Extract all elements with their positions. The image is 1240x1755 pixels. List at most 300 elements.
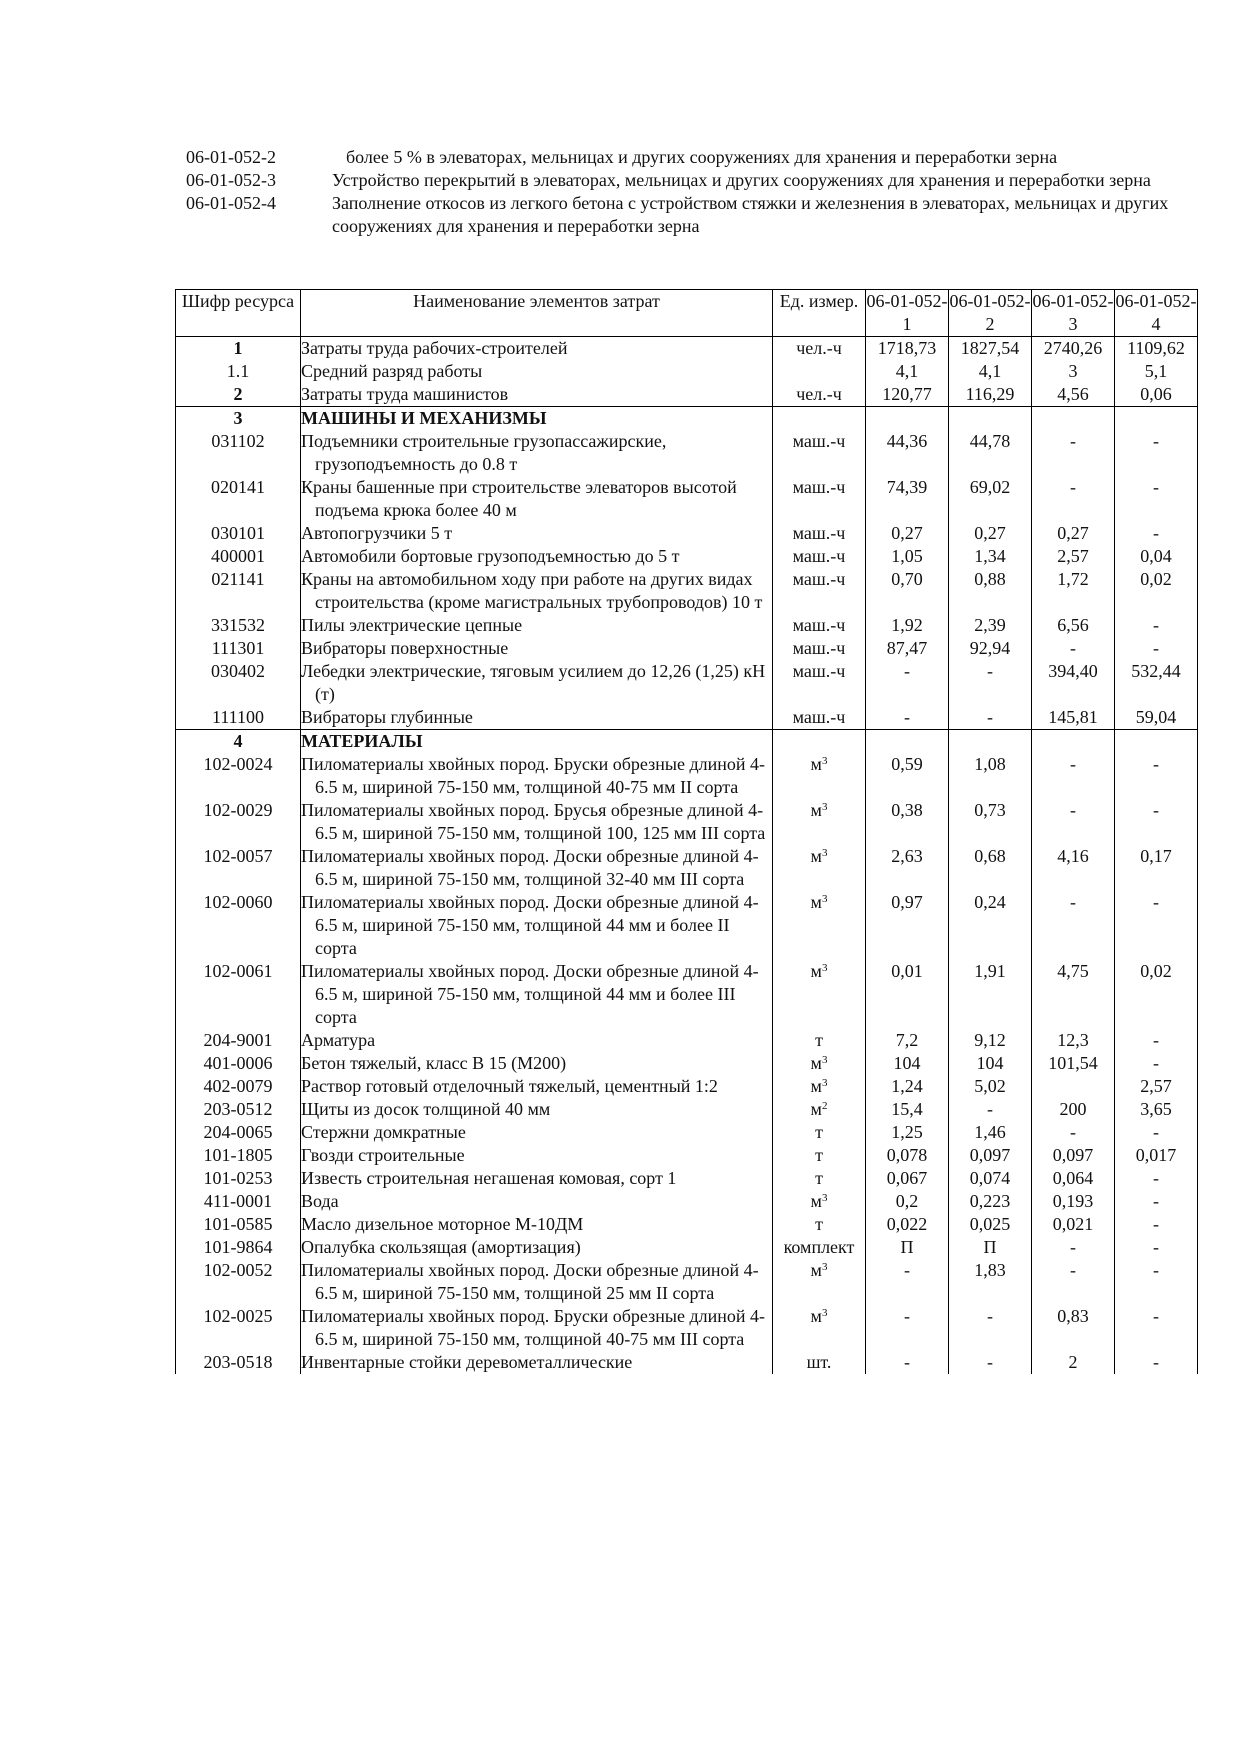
- value-052-2: 0,88: [949, 568, 1032, 614]
- col-header-052-4: 06-01-052-4: [1115, 290, 1198, 337]
- value-052-3: 101,54: [1032, 1052, 1115, 1075]
- col-header-name: Наименование элементов затрат: [301, 290, 773, 337]
- header-code: 06-01-052-4: [186, 193, 276, 213]
- value-052-1: 1,05: [866, 545, 949, 568]
- value-052-3: 4,56: [1032, 383, 1115, 407]
- value-052-1: -: [866, 1259, 949, 1305]
- value-052-1: [866, 730, 949, 754]
- resource-name: [301, 637, 773, 660]
- value-052-3: [1032, 407, 1115, 431]
- resource-code: 1: [176, 337, 301, 361]
- resource-name: [301, 730, 773, 754]
- table-row: [176, 1236, 1198, 1259]
- col-header-052-2: 06-01-052-2: [949, 290, 1032, 337]
- value-052-3: -: [1032, 799, 1115, 845]
- unit-of-measure: маш.-ч: [773, 614, 866, 637]
- resource-name: [301, 1259, 773, 1305]
- resource-code: 204-9001: [176, 1029, 301, 1052]
- value-052-4: -: [1115, 799, 1198, 845]
- value-052-4: -: [1115, 1213, 1198, 1236]
- value-052-1: 1,92: [866, 614, 949, 637]
- value-052-1: П: [866, 1236, 949, 1259]
- unit-of-measure: $м^3$: [773, 1075, 866, 1098]
- value-052-4: -: [1115, 753, 1198, 799]
- resource-name-text: МАШИНЫ И МЕХАНИЗМЫ: [301, 408, 547, 428]
- resource-name-text: Инвентарные стойки деревометаллические: [301, 1352, 633, 1372]
- value-052-1: 0,97: [866, 891, 949, 960]
- unit-of-measure: чел.-ч: [773, 383, 866, 407]
- value-052-1: -: [866, 660, 949, 706]
- resource-code: 1.1: [176, 360, 301, 383]
- resource-name: [301, 891, 773, 960]
- unit-of-measure: т: [773, 1213, 866, 1236]
- unit-of-measure: т: [773, 1121, 866, 1144]
- unit-of-measure: $м^3$: [773, 799, 866, 845]
- table-row: [176, 407, 1198, 431]
- resource-name-text: Вибраторы поверхностные: [301, 638, 509, 658]
- resource-name: [301, 1121, 773, 1144]
- value-052-4: 0,04: [1115, 545, 1198, 568]
- value-052-2: 4,1: [949, 360, 1032, 383]
- unit-of-measure: маш.-ч: [773, 522, 866, 545]
- value-052-4: 2,57: [1115, 1075, 1198, 1098]
- resource-code: 411-0001: [176, 1190, 301, 1213]
- value-052-1: 0,078: [866, 1144, 949, 1167]
- value-052-4: 3,65: [1115, 1098, 1198, 1121]
- unit-of-measure: [773, 360, 866, 383]
- value-052-3: 4,16: [1032, 845, 1115, 891]
- value-052-3: -: [1032, 1121, 1115, 1144]
- header-code: 06-01-052-2: [186, 147, 276, 167]
- unit-of-measure: $м^3$: [773, 1190, 866, 1213]
- value-052-2: -: [949, 1351, 1032, 1374]
- resource-name: [301, 1029, 773, 1052]
- value-052-1: 44,36: [866, 430, 949, 476]
- resource-code: 402-0079: [176, 1075, 301, 1098]
- value-052-3: [1032, 730, 1115, 754]
- resource-name-text: Пиломатериалы хвойных пород. Доски обрезные длиной 4-6.5 м, шириной 75-150 мм, толщиной 32-40 мм III сорта: [301, 846, 759, 889]
- resource-name-text: Пиломатериалы хвойных пород. Доски обрезные длиной 4-6.5 м, шириной 75-150 мм, толщиной 44 мм и более III сорта: [301, 961, 759, 1027]
- table-row: [176, 1121, 1198, 1144]
- resource-name: [301, 383, 773, 407]
- value-052-1: 1,25: [866, 1121, 949, 1144]
- value-052-3: 0,193: [1032, 1190, 1115, 1213]
- value-052-4: -: [1115, 1259, 1198, 1305]
- table-row: [176, 1144, 1198, 1167]
- value-052-3: -: [1032, 637, 1115, 660]
- unit-of-measure: чел.-ч: [773, 337, 866, 361]
- resource-name-text: Краны башенные при строительстве элеваторов высотой подъема крюка более 40 м: [301, 477, 737, 520]
- table-row: [176, 706, 1198, 730]
- resource-code: 111301: [176, 637, 301, 660]
- resource-name-text: Пиломатериалы хвойных пород. Доски обрезные длиной 4-6.5 м, шириной 75-150 мм, толщиной 25 мм II сорта: [301, 1260, 759, 1303]
- resource-code: 030402: [176, 660, 301, 706]
- col-header-code: Шифр ресурса: [176, 290, 301, 337]
- resource-name-text: Автомобили бортовые грузоподъемностью до 5 т: [301, 546, 680, 566]
- value-052-4: 0,17: [1115, 845, 1198, 891]
- resource-name: [301, 1351, 773, 1374]
- col-header-052-3: 06-01-052-3: [1032, 290, 1115, 337]
- unit-of-measure: $м^3$: [773, 1052, 866, 1075]
- value-052-1: 104: [866, 1052, 949, 1075]
- resource-name-text: Средний разряд работы: [301, 361, 483, 381]
- value-052-2: 1,83: [949, 1259, 1032, 1305]
- resource-name-text: Раствор готовый отделочный тяжелый, цементный 1:2: [301, 1076, 718, 1096]
- value-052-3: 0,83: [1032, 1305, 1115, 1351]
- table-row: [176, 1351, 1198, 1374]
- table-row: [176, 730, 1198, 754]
- value-052-2: -: [949, 1305, 1032, 1351]
- resource-code: 204-0065: [176, 1121, 301, 1144]
- unit-of-measure: $м^3$: [773, 753, 866, 799]
- value-052-4: 532,44: [1115, 660, 1198, 706]
- value-052-4: -: [1115, 637, 1198, 660]
- value-052-1: 4,1: [866, 360, 949, 383]
- resource-name: [301, 799, 773, 845]
- unit-of-measure: маш.-ч: [773, 476, 866, 522]
- resource-name: [301, 1167, 773, 1190]
- value-052-2: 1827,54: [949, 337, 1032, 361]
- value-052-2: 0,73: [949, 799, 1032, 845]
- resource-name: [301, 706, 773, 730]
- resource-code: 2: [176, 383, 301, 407]
- unit-of-measure: $м^3$: [773, 1305, 866, 1351]
- value-052-3: -: [1032, 1259, 1115, 1305]
- resource-name-text: Пиломатериалы хвойных пород. Доски обрезные длиной 4-6.5 м, шириной 75-150 мм, толщиной 44 мм и более II сорта: [301, 892, 759, 958]
- table-row: [176, 522, 1198, 545]
- value-052-2: 1,46: [949, 1121, 1032, 1144]
- header-text: Заполнение откосов из легкого бетона с устройством стяжки и железнения в элеваторах, мельницах и других сооружениях для хранения и переработки зерна: [332, 193, 1169, 236]
- table-row: [176, 1305, 1198, 1351]
- value-052-2: 92,94: [949, 637, 1032, 660]
- value-052-1: 0,38: [866, 799, 949, 845]
- resource-name-text: Затраты труда машинистов: [301, 384, 509, 404]
- resource-name: [301, 476, 773, 522]
- value-052-2: -: [949, 1098, 1032, 1121]
- value-052-3: -: [1032, 430, 1115, 476]
- resource-code: 102-0061: [176, 960, 301, 1029]
- table-row: [176, 383, 1198, 407]
- value-052-3: -: [1032, 891, 1115, 960]
- value-052-4: -: [1115, 430, 1198, 476]
- unit-of-measure: маш.-ч: [773, 430, 866, 476]
- unit-of-measure: шт.: [773, 1351, 866, 1374]
- value-052-2: 1,91: [949, 960, 1032, 1029]
- table-row: [176, 960, 1198, 1029]
- value-052-3: 145,81: [1032, 706, 1115, 730]
- value-052-2: 0,24: [949, 891, 1032, 960]
- resource-name-text: Вода: [301, 1191, 339, 1211]
- unit-of-measure: маш.-ч: [773, 545, 866, 568]
- value-052-2: 0,074: [949, 1167, 1032, 1190]
- resource-name-text: Щиты из досок толщиной 40 мм: [301, 1099, 551, 1119]
- resource-name: [301, 1190, 773, 1213]
- value-052-4: -: [1115, 1121, 1198, 1144]
- value-052-3: 2: [1032, 1351, 1115, 1374]
- unit-of-measure: комплект: [773, 1236, 866, 1259]
- col-header-052-1: 06-01-052-1: [866, 290, 949, 337]
- resource-name-text: Стержни домкратные: [301, 1122, 466, 1142]
- resource-name-text: Лебедки электрические, тяговым усилием до 12,26 (1,25) кН (т): [301, 661, 766, 704]
- resource-name-text: Краны на автомобильном ходу при работе на других видах строительства (кроме магистральных трубопроводов) 10 т: [301, 569, 763, 612]
- value-052-4: [1115, 407, 1198, 431]
- resource-code: 111100: [176, 706, 301, 730]
- table-row: [176, 637, 1198, 660]
- value-052-3: 12,3: [1032, 1029, 1115, 1052]
- value-052-4: -: [1115, 1190, 1198, 1213]
- value-052-4: 5,1: [1115, 360, 1198, 383]
- value-052-4: -: [1115, 1351, 1198, 1374]
- value-052-3: 6,56: [1032, 614, 1115, 637]
- resource-name-text: Вибраторы глубинные: [301, 707, 473, 727]
- table-row: [176, 753, 1198, 799]
- table-row: [176, 1052, 1198, 1075]
- value-052-2: -: [949, 706, 1032, 730]
- unit-of-measure: $м^3$: [773, 960, 866, 1029]
- value-052-1: 2,63: [866, 845, 949, 891]
- resource-name: [301, 960, 773, 1029]
- resource-code: 102-0029: [176, 799, 301, 845]
- resource-name: [301, 568, 773, 614]
- resource-code: 021141: [176, 568, 301, 614]
- header-line: [186, 192, 1186, 238]
- resource-name: [301, 845, 773, 891]
- table-row: [176, 360, 1198, 383]
- table-row: [176, 430, 1198, 476]
- resource-name: [301, 614, 773, 637]
- value-052-4: -: [1115, 1052, 1198, 1075]
- value-052-3: 1,72: [1032, 568, 1115, 614]
- resource-code: 101-0253: [176, 1167, 301, 1190]
- unit-of-measure: $м^3$: [773, 891, 866, 960]
- value-052-3: 4,75: [1032, 960, 1115, 1029]
- table-row: [176, 1259, 1198, 1305]
- value-052-4: [1115, 730, 1198, 754]
- value-052-2: 0,27: [949, 522, 1032, 545]
- resource-name-text: Подъемники строительные грузопассажирские, грузоподъемность до 0.8 т: [301, 431, 667, 474]
- resource-code: 031102: [176, 430, 301, 476]
- unit-of-measure: $м^3$: [773, 1259, 866, 1305]
- table-row: [176, 799, 1198, 845]
- value-052-4: -: [1115, 1167, 1198, 1190]
- value-052-4: 0,06: [1115, 383, 1198, 407]
- header-text: Устройство перекрытий в элеваторах, мельницах и других сооружениях для хранения и переработки зерна: [332, 170, 1151, 190]
- resource-name-text: МАТЕРИАЛЫ: [301, 731, 423, 751]
- value-052-4: -: [1115, 1029, 1198, 1052]
- value-052-4: 59,04: [1115, 706, 1198, 730]
- value-052-3: 0,064: [1032, 1167, 1115, 1190]
- value-052-1: 0,2: [866, 1190, 949, 1213]
- header-code: 06-01-052-3: [186, 170, 276, 190]
- resource-code: 030101: [176, 522, 301, 545]
- resource-name: [301, 1052, 773, 1075]
- value-052-4: 0,02: [1115, 960, 1198, 1029]
- value-052-2: 5,02: [949, 1075, 1032, 1098]
- resource-code: 101-1805: [176, 1144, 301, 1167]
- value-052-3: 200: [1032, 1098, 1115, 1121]
- resource-code: 102-0024: [176, 753, 301, 799]
- resource-code: 102-0060: [176, 891, 301, 960]
- resource-name-text: Автопогрузчики 5 т: [301, 523, 453, 543]
- value-052-1: 74,39: [866, 476, 949, 522]
- table-row: [176, 337, 1198, 361]
- value-052-3: 2740,26: [1032, 337, 1115, 361]
- table-row: [176, 660, 1198, 706]
- table-row: [176, 845, 1198, 891]
- value-052-2: [949, 407, 1032, 431]
- value-052-2: 0,097: [949, 1144, 1032, 1167]
- value-052-1: -: [866, 706, 949, 730]
- value-052-3: 2,57: [1032, 545, 1115, 568]
- value-052-4: -: [1115, 1236, 1198, 1259]
- value-052-2: 104: [949, 1052, 1032, 1075]
- value-052-1: 0,59: [866, 753, 949, 799]
- resource-name-text: Бетон тяжелый, класс В 15 (М200): [301, 1053, 567, 1073]
- resource-name-text: Арматура: [301, 1030, 376, 1050]
- unit-of-measure: маш.-ч: [773, 660, 866, 706]
- value-052-3: -: [1032, 753, 1115, 799]
- resource-name: [301, 337, 773, 361]
- resource-name-text: Пилы электрические цепные: [301, 615, 523, 635]
- resource-code: 102-0052: [176, 1259, 301, 1305]
- value-052-2: 69,02: [949, 476, 1032, 522]
- table-row: [176, 1075, 1198, 1098]
- value-052-4: -: [1115, 522, 1198, 545]
- resource-name: [301, 407, 773, 431]
- value-052-2: П: [949, 1236, 1032, 1259]
- col-header-unit: Ед. измер.: [773, 290, 866, 337]
- resource-name: [301, 753, 773, 799]
- value-052-1: 0,01: [866, 960, 949, 1029]
- unit-of-measure: т: [773, 1029, 866, 1052]
- value-052-2: 9,12: [949, 1029, 1032, 1052]
- section-header: [186, 146, 1186, 238]
- resource-code: 401-0006: [176, 1052, 301, 1075]
- value-052-4: -: [1115, 614, 1198, 637]
- value-052-4: -: [1115, 891, 1198, 960]
- value-052-2: 116,29: [949, 383, 1032, 407]
- resource-name-text: Затраты труда рабочих-строителей: [301, 338, 568, 358]
- resource-code: 101-0585: [176, 1213, 301, 1236]
- value-052-1: 0,067: [866, 1167, 949, 1190]
- value-052-4: 0,017: [1115, 1144, 1198, 1167]
- value-052-1: 87,47: [866, 637, 949, 660]
- resource-name: [301, 1075, 773, 1098]
- unit-of-measure: маш.-ч: [773, 568, 866, 614]
- value-052-2: 1,34: [949, 545, 1032, 568]
- value-052-3: [1032, 1075, 1115, 1098]
- resource-name: [301, 522, 773, 545]
- table-row: [176, 1213, 1198, 1236]
- table-row: [176, 1098, 1198, 1121]
- value-052-2: [949, 730, 1032, 754]
- table-row: [176, 568, 1198, 614]
- value-052-1: [866, 407, 949, 431]
- value-052-2: 1,08: [949, 753, 1032, 799]
- value-052-1: 1,24: [866, 1075, 949, 1098]
- unit-of-measure: т: [773, 1167, 866, 1190]
- value-052-2: 0,025: [949, 1213, 1032, 1236]
- header-text: более 5 % в элеваторах, мельницах и других сооружениях для хранения и переработки зерна: [346, 147, 1058, 167]
- resource-name: [301, 430, 773, 476]
- value-052-3: 0,27: [1032, 522, 1115, 545]
- value-052-2: 0,223: [949, 1190, 1032, 1213]
- table-row: [176, 1190, 1198, 1213]
- table-row: [176, 1029, 1198, 1052]
- table-row: [176, 1167, 1198, 1190]
- value-052-1: 120,77: [866, 383, 949, 407]
- resource-name: [301, 360, 773, 383]
- value-052-3: -: [1032, 1236, 1115, 1259]
- unit-of-measure: $м^3$: [773, 845, 866, 891]
- resource-name: [301, 1144, 773, 1167]
- resource-table: [175, 289, 1198, 1374]
- resource-name-text: Пиломатериалы хвойных пород. Бруски обрезные длиной 4-6.5 м, шириной 75-150 мм, толщиной 40-75 мм II сорта: [301, 754, 765, 797]
- value-052-3: 394,40: [1032, 660, 1115, 706]
- resource-code: 400001: [176, 545, 301, 568]
- resource-name-text: Пиломатериалы хвойных пород. Брусья обрезные длиной 4-6.5 м, шириной 75-150 мм, толщиной 100, 125 мм III сорта: [301, 800, 766, 843]
- resource-name: [301, 1098, 773, 1121]
- table-row: [176, 614, 1198, 637]
- resource-name: [301, 1236, 773, 1259]
- resource-name-text: Пиломатериалы хвойных пород. Бруски обрезные длиной 4-6.5 м, шириной 75-150 мм, толщиной 40-75 мм III сорта: [301, 1306, 765, 1349]
- unit-of-measure: [773, 407, 866, 431]
- value-052-2: 44,78: [949, 430, 1032, 476]
- value-052-4: -: [1115, 1305, 1198, 1351]
- resource-code: 101-9864: [176, 1236, 301, 1259]
- resource-name-text: Масло дизельное моторное М-10ДМ: [301, 1214, 584, 1234]
- resource-code: 203-0512: [176, 1098, 301, 1121]
- unit-of-measure: маш.-ч: [773, 637, 866, 660]
- resource-name-text: Известь строительная негашеная комовая, сорт 1: [301, 1168, 677, 1188]
- value-052-2: 2,39: [949, 614, 1032, 637]
- value-052-1: 0,022: [866, 1213, 949, 1236]
- resource-name-text: Опалубка скользящая (амортизация): [301, 1237, 581, 1257]
- table-row: [176, 891, 1198, 960]
- unit-of-measure: маш.-ч: [773, 706, 866, 730]
- value-052-3: 0,021: [1032, 1213, 1115, 1236]
- value-052-4: -: [1115, 476, 1198, 522]
- resource-code: 020141: [176, 476, 301, 522]
- value-052-1: 1718,73: [866, 337, 949, 361]
- resource-code: 102-0025: [176, 1305, 301, 1351]
- table-row: [176, 476, 1198, 522]
- table-header-row: [176, 290, 1198, 337]
- resource-code: 331532: [176, 614, 301, 637]
- resource-code: 203-0518: [176, 1351, 301, 1374]
- resource-name: [301, 660, 773, 706]
- value-052-2: -: [949, 660, 1032, 706]
- unit-of-measure: $м^2$: [773, 1098, 866, 1121]
- resource-name: [301, 1213, 773, 1236]
- value-052-2: 0,68: [949, 845, 1032, 891]
- value-052-1: -: [866, 1351, 949, 1374]
- value-052-1: -: [866, 1305, 949, 1351]
- resource-code: 3: [176, 407, 301, 431]
- value-052-4: 0,02: [1115, 568, 1198, 614]
- unit-of-measure: т: [773, 1144, 866, 1167]
- value-052-1: 0,70: [866, 568, 949, 614]
- value-052-1: 7,2: [866, 1029, 949, 1052]
- value-052-3: -: [1032, 476, 1115, 522]
- unit-of-measure: [773, 730, 866, 754]
- value-052-4: 1109,62: [1115, 337, 1198, 361]
- resource-name-text: Гвозди строительные: [301, 1145, 465, 1165]
- resource-code: 4: [176, 730, 301, 754]
- value-052-1: 15,4: [866, 1098, 949, 1121]
- table-row: [176, 545, 1198, 568]
- value-052-1: 0,27: [866, 522, 949, 545]
